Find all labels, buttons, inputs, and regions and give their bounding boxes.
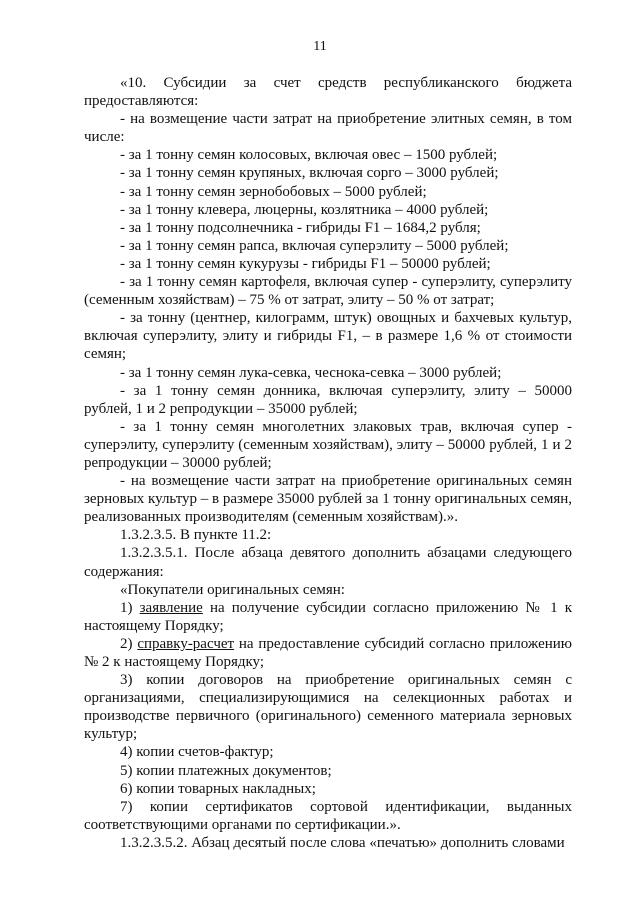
document-body [84, 74, 572, 852]
paragraph [84, 146, 572, 164]
text-run: - за 1 тонну семян крупяных, включая сорго – 3000 рублей; [120, 165, 499, 182]
text-run: - за 1 тонну семян колосовых, включая овес – 1500 рублей; [120, 147, 498, 164]
text-run: на получение субсидии согласно приложению № 1 к настоящему Порядку; [84, 599, 572, 634]
paragraph [84, 834, 572, 852]
paragraph [84, 237, 572, 255]
paragraph [84, 599, 572, 635]
text-run: 1.3.2.3.5. В пункте 11.2: [120, 527, 272, 544]
text-run: «10. Субсидии за счет средств республиканского бюджета предоставляются: [84, 75, 572, 110]
text-run: - за тонну (центнер, килограмм, штук) овощных и бахчевых культур, включая суперэлиту, элиту и гибриды F1, – в размере 1,6 % от стоимости семян; [84, 310, 572, 363]
text-run: - за 1 тонну семян лука-севка, чеснока-севка – 3000 рублей; [120, 364, 502, 381]
text-run: на предоставление субсидий согласно приложению № 2 к настоящему Порядку; [84, 635, 572, 670]
paragraph [84, 526, 572, 544]
text-run: 3) копии договоров на приобретение оригинальных семян с организациями, специализирующимися на селекционных работах и производстве первичного (оригинального) семенного материала зерновых культур; [84, 672, 572, 743]
underlined-reference: справку-расчет [137, 635, 235, 652]
paragraph [84, 201, 572, 219]
paragraph [84, 255, 572, 273]
paragraph [84, 183, 572, 201]
paragraph [84, 544, 572, 580]
text-run: 7) копии сертификатов сортовой идентификации, выданных соответствующими органами по сертификации.». [84, 798, 572, 833]
text-run: - за 1 тонну семян донника, включая суперэлиту, элиту – 50000 рублей, 1 и 2 репродукции – 35000 рублей; [84, 382, 572, 417]
paragraph [84, 164, 572, 182]
page-number: 11 [313, 39, 327, 54]
text-run: «Покупатели оригинальных семян: [120, 581, 345, 598]
paragraph [84, 309, 572, 363]
text-run: - за 1 тонну подсолнечника - гибриды F1 – 1684,2 рубля; [120, 219, 481, 236]
paragraph [84, 743, 572, 761]
text-run: - за 1 тонну семян кукурузы - гибриды F1 – 50000 рублей; [120, 255, 491, 272]
text-run: 1.3.2.3.5.2. Абзац десятый после слова «печатью» дополнить словами [120, 834, 565, 851]
paragraph [84, 671, 572, 743]
text-run: - на возмещение части затрат на приобретение оригинальных семян зерновых культур – в размере 35000 рублей за 1 тонну оригинальных семян, реализованных производителям (семенным хозяйствам).». [84, 473, 572, 526]
paragraph [84, 798, 572, 834]
paragraph [84, 219, 572, 237]
text-run: 5) копии платежных документов; [120, 762, 332, 779]
underlined-reference: заявление [139, 599, 203, 616]
paragraph [84, 364, 572, 382]
paragraph [84, 273, 572, 309]
text-run: - за 1 тонну семян рапса, включая суперэлиту – 5000 рублей; [120, 237, 509, 254]
paragraph [84, 418, 572, 472]
paragraph [84, 74, 572, 110]
text-run: - за 1 тонну семян многолетних злаковых трав, включая супер - суперэлиту, суперэлиту (семенным хозяйствам), элиту – 50000 рублей, 1 и 2 репродукции – 30000 рублей; [84, 418, 572, 471]
paragraph [84, 581, 572, 599]
text-run: 6) копии товарных накладных; [120, 780, 316, 797]
text-run: 1) [120, 599, 140, 616]
paragraph [84, 472, 572, 526]
text-run: - на возмещение части затрат на приобретение элитных семян, в том числе: [84, 111, 572, 146]
text-run: 4) копии счетов-фактур; [120, 744, 274, 761]
text-run: 1.3.2.3.5.1. После абзаца девятого дополнить абзацами следующего содержания: [84, 545, 572, 580]
paragraph [84, 110, 572, 146]
text-run: 2) [120, 635, 138, 652]
paragraph [84, 382, 572, 418]
paragraph [84, 635, 572, 671]
paragraph [84, 762, 572, 780]
text-run: - за 1 тонну семян картофеля, включая супер - суперэлиту, суперэлиту (семенным хозяйствам) – 75 % от затрат, элиту – 50 % от затрат; [84, 274, 572, 309]
text-run: - за 1 тонну клевера, люцерны, козлятника – 4000 рублей; [120, 201, 489, 218]
text-run: - за 1 тонну семян зернобобовых – 5000 рублей; [120, 183, 427, 200]
paragraph [84, 780, 572, 798]
